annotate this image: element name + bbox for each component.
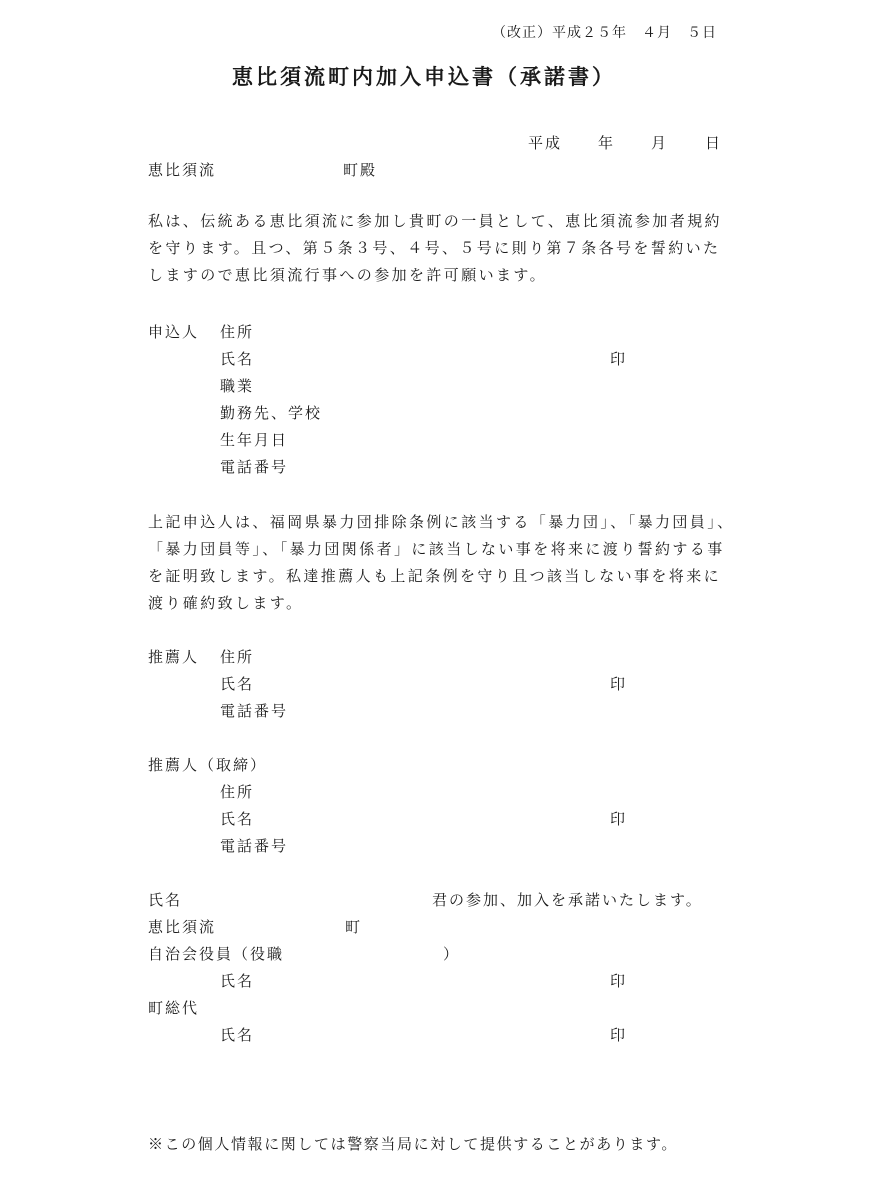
addressee-suffix: 町殿 [343,161,378,179]
applicant-occupation-label: 職業 [220,377,255,395]
date-era: 平成 [528,134,563,152]
intro-line: 私は、伝統ある恵比須流に参加し貴町の一員として、恵比須流参加者規約 [148,212,722,230]
intro-line: を守ります。且つ、第５条３号、４号、５号に則り第７条各号を誓約いた [148,239,721,257]
recommender-director-seal: 印 [610,810,628,828]
recommender-director-phone-label: 電話番号 [220,837,289,855]
applicant-birthdate-label: 生年月日 [220,431,289,449]
applicant-label: 申込人 [148,323,200,341]
date-day: 日 [705,134,723,152]
officer-seal: 印 [610,972,628,990]
applicant-workplace-label: 勤務先、学校 [220,404,323,422]
approval-town-prefix: 恵比須流 [148,918,217,936]
declaration-line: を証明致します。私達推薦人も上記条例を守り且つ該当しない事を将来に [148,567,722,585]
privacy-footnote: ※この個人情報に関しては警察当局に対して提供することがあります。 [148,1135,679,1153]
applicant-name-label: 氏名 [220,350,255,368]
declaration-line: 渡り確約致します。 [148,594,304,612]
officer-name-label: 氏名 [220,972,255,990]
applicant-seal: 印 [610,350,628,368]
approval-text: 君の参加、加入を承諾いたします。 [432,891,703,909]
recommender-name-label: 氏名 [220,675,255,693]
intro-paragraph [148,208,748,289]
recommender-phone-label: 電話番号 [220,702,289,720]
approval-town-suffix: 町 [345,918,363,936]
recommender-director-label: 推薦人（取締） [148,756,268,774]
applicant-address-label: 住所 [220,323,255,341]
date-month: 月 [651,134,669,152]
intro-line: しますので恵比須流行事への参加を許可願います。 [148,266,548,284]
document-title: 恵比須流町内加入申込書（承諾書） [232,65,616,89]
revision-date: （改正）平成２５年 ４月 ５日 [492,25,717,41]
officer-close-paren: ） [443,945,461,963]
declaration-line: 上記申込人は、福岡県暴力団排除条例に該当する「暴力団」、「暴力団員」、 [148,513,735,531]
approval-name-label: 氏名 [148,891,183,909]
recommender-label: 推薦人 [148,648,200,666]
recommender-seal: 印 [610,675,628,693]
town-rep-seal: 印 [610,1026,628,1044]
recommender-address-label: 住所 [220,648,255,666]
date-year: 年 [598,134,616,152]
declaration-line: 「暴力団員等」、「暴力団関係者」に該当しない事を将来に渡り誓約する事 [148,540,725,558]
declaration-paragraph [148,509,748,617]
applicant-phone-label: 電話番号 [220,458,289,476]
addressee-prefix: 恵比須流 [148,161,217,179]
town-rep-label: 町総代 [148,999,200,1017]
officer-label: 自治会役員（役職 [148,945,285,963]
recommender-director-name-label: 氏名 [220,810,255,828]
town-rep-name-label: 氏名 [220,1026,255,1044]
recommender-director-address-label: 住所 [220,783,255,801]
